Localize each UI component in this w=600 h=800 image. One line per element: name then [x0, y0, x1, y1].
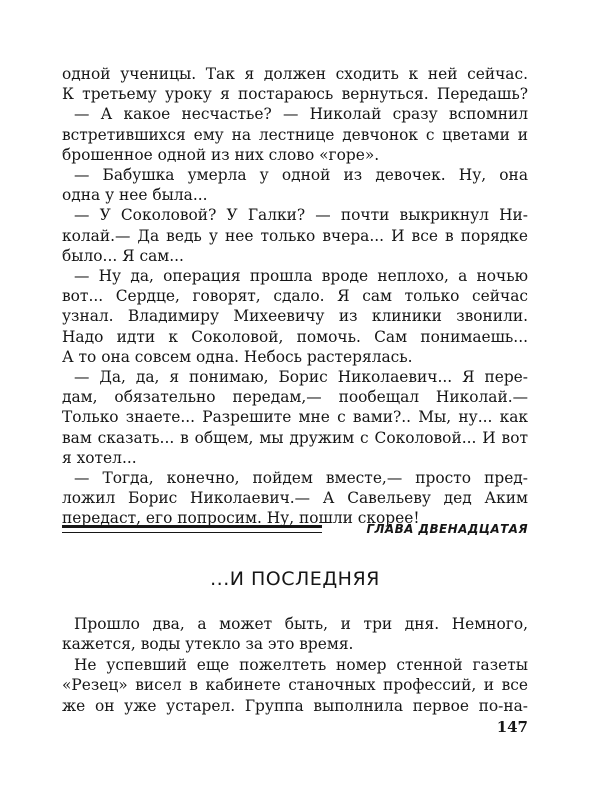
text-line: Надо идти к Соколовой, помочь. Сам понимаешь... [62, 327, 528, 346]
text-line: Только знаете... Разрешите мне с вами?.. Мы, ну... как [62, 408, 528, 427]
text-line: кажется, воды утекло за это время. [62, 635, 354, 654]
text-line: «Резец» висел в кабинете станочных профессий, и все [62, 676, 528, 695]
chapter-rule-divider [62, 525, 322, 533]
chapter-label: ГЛАВА ДВЕНАДЦАТАЯ [366, 522, 528, 536]
text-line: Прошло два, а может быть, и три дня. Немного, [74, 615, 528, 633]
text-line: вам сказать... в общем, мы дружим с Соколовой... И вот [62, 428, 528, 447]
text-line: передаст, его попросим. Ну, пошли скорее! [62, 509, 420, 528]
text-line: узнал. Владимиру Михеевичу из клиники звонили. [62, 307, 528, 326]
text-line: встретившихся ему на лестнице девчонок с цветами и [62, 125, 528, 144]
text-line: одна у нее была... [62, 186, 208, 205]
text-line: — Бабушка умерла у одной из девочек. Ну, она [74, 166, 528, 184]
text-line: одной ученицы. Так я должен сходить к ней сейчас. [62, 65, 528, 83]
text-line: — А какое несчастье? — Николай сразу вспомнил [74, 105, 528, 124]
chapter-title: ...И ПОСЛЕДНЯЯ [210, 568, 380, 590]
text-line: ложил Борис Николаевич.— А Савельеву дед Аким [62, 489, 528, 508]
text-line: — Да, да, я понимаю, Борис Николаевич... Я пере- [74, 368, 528, 386]
text-line: же он уже устарел. Группа выполнила первое по-на- [62, 696, 528, 715]
text-line: — Ну да, операция прошла вроде неплохо, а ночью [74, 267, 528, 285]
text-line: К третьему уроку я постараюсь вернуться. Передашь? [62, 85, 528, 104]
text-line: колай.— Да ведь у нее только вчера... И все в порядке [62, 226, 528, 245]
text-line: — У Соколовой? У Галки? — почти выкрикнул Ни- [74, 206, 528, 225]
text-line: Не успевший еще пожелтеть номер стенной газеты [74, 655, 528, 674]
text-line: — Тогда, конечно, пойдем вместе,— просто пред- [74, 469, 528, 487]
text-line: было... Я сам... [62, 246, 184, 265]
text-line: дам, обязательно передам,— пообещал Николай.— [62, 388, 528, 407]
text-line: брошенное одной из них слово «горе». [62, 145, 380, 164]
text-line: я хотел... [62, 448, 137, 467]
page-number: 147 [496, 718, 528, 736]
text-line: вот... Сердце, говорят, сдало. Я сам только сейчас [62, 287, 528, 306]
text-line: А то она совсем одна. Небось растерялась. [62, 347, 413, 366]
